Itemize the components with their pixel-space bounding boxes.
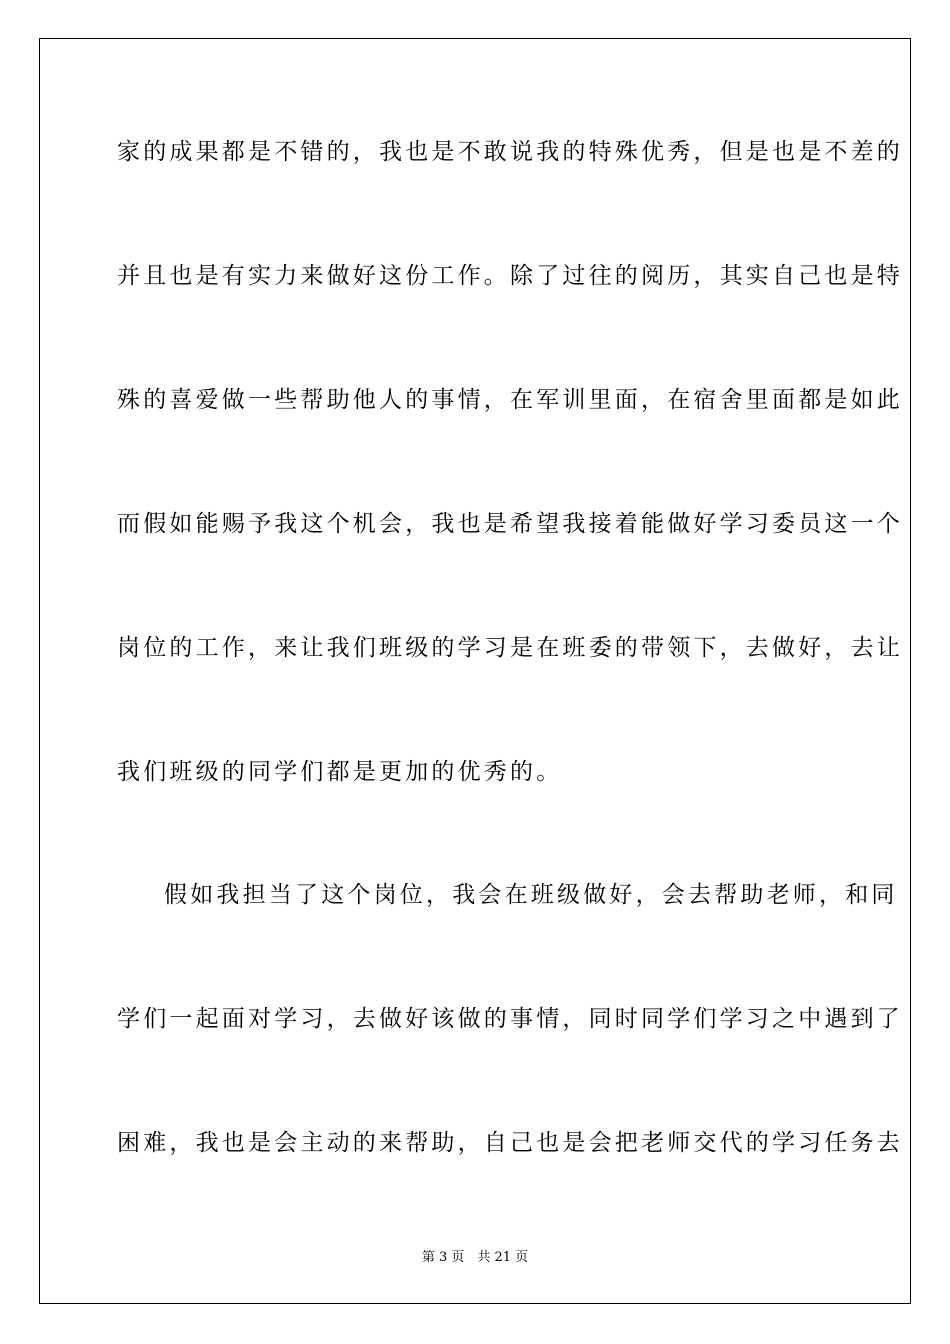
text-line: 岗位的工作，来让我们班级的学习是在班委的带领下，去做好，去让 xyxy=(117,635,903,661)
page-number-footer: 第 3 页 共 21 页 xyxy=(421,1250,529,1265)
page-border xyxy=(39,38,911,1304)
text-line: 家的成果都是不错的，我也是不敢说我的特殊优秀，但是也是不差的 xyxy=(117,139,903,165)
text-line: 学们一起面对学习，去做好该做的事情，同时同学们学习之中遇到了 xyxy=(117,1006,903,1032)
text-line: 困难，我也是会主动的来帮助，自己也是会把老师交代的学习任务去 xyxy=(117,1130,903,1156)
text-line: 我们班级的同学们都是更加的优秀的。 xyxy=(117,759,563,785)
paragraph-start-line: 假如我担当了这个岗位，我会在班级做好，会去帮助老师，和同 xyxy=(164,882,898,908)
text-line: 并且也是有实力来做好这份工作。除了过往的阅历，其实自己也是特 xyxy=(117,263,903,289)
text-line: 而假如能赐予我这个机会，我也是希望我接着能做好学习委员这一个 xyxy=(117,511,903,537)
text-line: 殊的喜爱做一些帮助他人的事情，在军训里面，在宿舍里面都是如此 xyxy=(117,387,903,413)
